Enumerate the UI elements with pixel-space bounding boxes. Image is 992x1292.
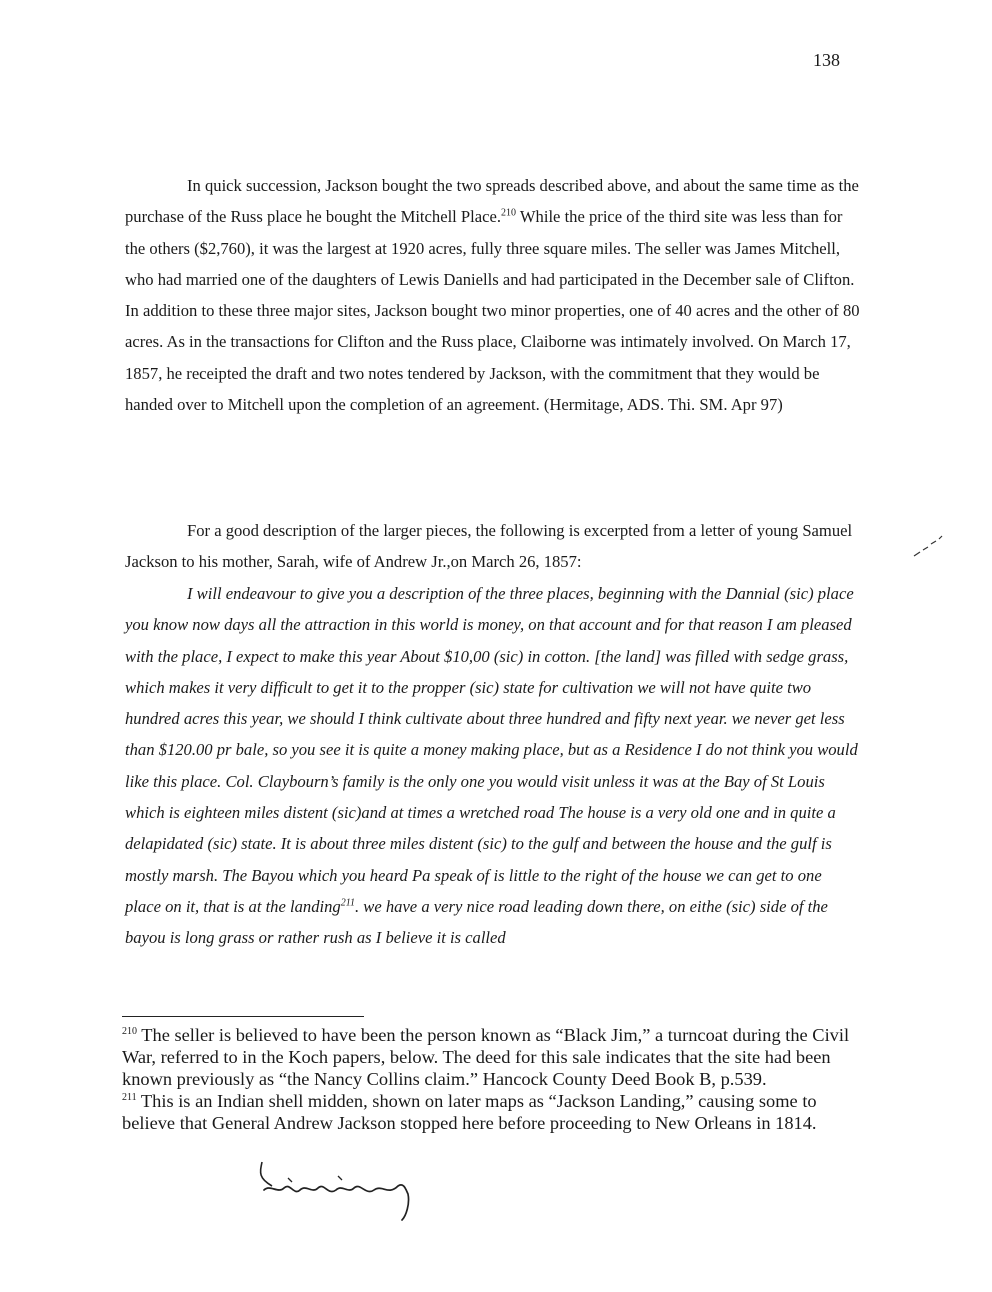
quote-text: I will endeavour to give you a description of the three places, beginning with the Dannial (sic) place you know now days all the attraction in this world is money, on that account and for that reason I am pleased with the place, I expect to make this year About $10,00 (sic) in cotton. [the land] was filled with sedge grass, which makes it very difficult to get it to the propper (sic) state for cultivation we will not have quite two hundred acres this year, we should I think cultivate about three hundred and fifty next year. we never get less than $120.00 pr bale, so you see it is quite a money making place, but as a Residence I do not think you would like this place. Col. Claybourn’s family is the only one you would visit unless it was at the Bay of St Louis which is eighteen miles distent (sic)and at times a wretched road The house is a very old one and in quite a delapidated (sic) state. It is about three miles distent (sic) to the gulf and between the house and the gulf is mostly marsh. The Bayou which you heard Pa speak of is little to the right of the house we can get to one place on it, that is at the landing — [125, 584, 858, 916]
paragraph-mitchell-place — [125, 170, 860, 420]
quote-text: . we have a very nice road leading down there, on eithe (sic) side of the bayou is long grass or rather rush as I believe it is called — [125, 896, 828, 948]
footnote-separator — [122, 1016, 364, 1017]
footnote-ref-211: 211 — [340, 897, 355, 909]
paragraph-text: In quick succession, Jackson bought the two spreads described above, and about the same time as the purchase of the Russ place he bought the Mitchell Place. — [125, 176, 859, 227]
footnote-210 — [122, 1024, 857, 1090]
footnote-ref-210: 210 — [501, 207, 517, 219]
paragraph-text: For a good description of the larger pieces, the following is excerpted from a letter of young Samuel Jackson to his mother, Sarah, wife of Andrew Jr.,on March 26, 1857: — [125, 521, 853, 572]
page-number: 138 — [813, 50, 840, 70]
letter-quote — [125, 578, 860, 954]
footnotes — [122, 1024, 857, 1134]
footnote-211 — [122, 1090, 857, 1134]
paragraph-letter-intro — [125, 515, 860, 578]
footnote-number: 211 — [122, 1091, 137, 1103]
footnote-text: This is an Indian shell midden, shown on later maps as “Jackson Landing,” causing some to believe that General Andrew Jackson stopped here before proceeding to New Orleans in 1814. — [122, 1091, 817, 1133]
margin-mark-icon — [912, 532, 944, 560]
paragraph-text: While the price of the third site was less than for the others ($2,760), it was the largest at 1920 acres, fully three square miles. The seller was James Mitchell, who had married one of the daughters of Lewis Daniells and had participated in the December sale of Clifton. In addition to these three major sites, Jackson bought two minor properties, one of 40 acres and the other of 80 acres. As in the transactions for Clifton and the Russ place, Claiborne was intimately involved. On March 17, 1857, he receipted the draft and two notes tendered by Jackson, with the commitment that they would be handed over to Mitchell upon the completion of an agreement. (Hermitage, ADS. Thi. SM. Apr 97) — [125, 207, 860, 415]
footnote-number: 210 — [122, 1025, 137, 1037]
footnote-text: The seller is believed to have been the person known as “Black Jim,” a turncoat during the Civil War, referred to in the Koch papers, below. The deed for this sale indicates that the site had been known previously as “the Nancy Collins claim.” Hancock County Deed Book B, p.539. — [122, 1025, 850, 1089]
handwritten-correction — [248, 1160, 448, 1224]
